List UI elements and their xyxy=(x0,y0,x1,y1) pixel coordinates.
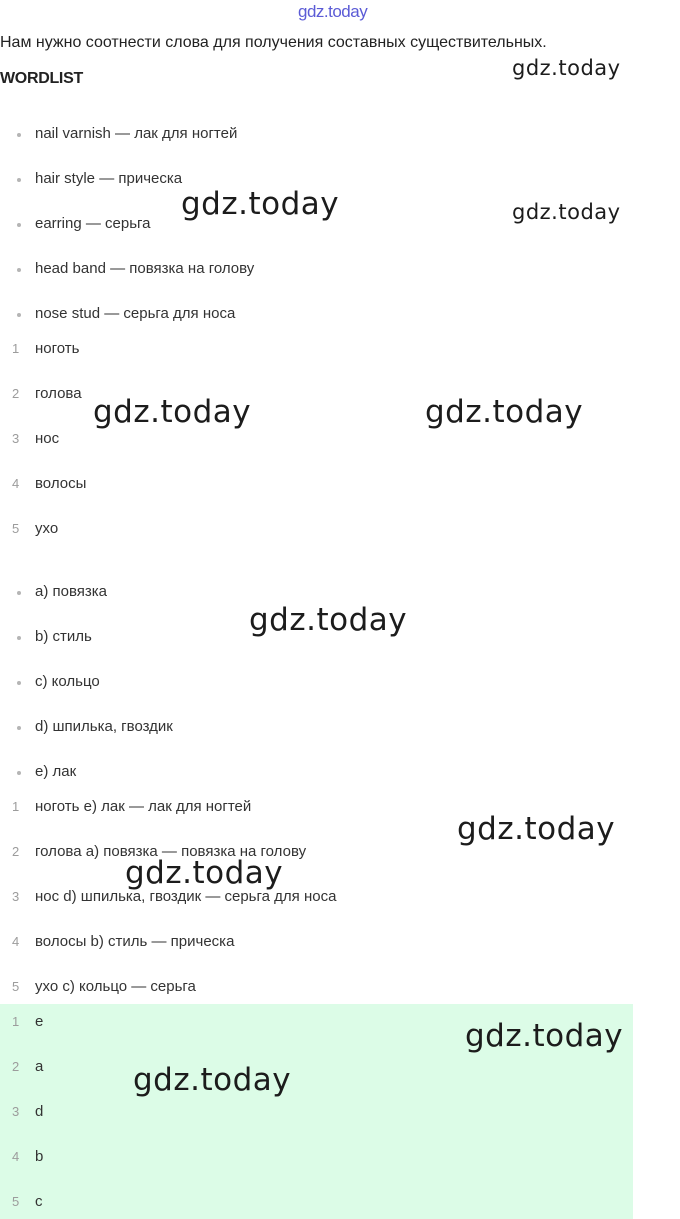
intro-text: Нам нужно соотнести слова для получения составных существительных. xyxy=(0,34,547,51)
watermark: gdz.today xyxy=(512,200,621,224)
bullet-icon xyxy=(17,223,21,227)
bullet-icon xyxy=(17,178,21,182)
watermark: gdz.today xyxy=(512,56,621,80)
list-item: 3 нос xyxy=(12,430,60,447)
watermark: gdz.today xyxy=(425,394,584,430)
list-item: nail varnish — лак для ногтей xyxy=(0,123,640,145)
bullet-icon xyxy=(17,681,21,685)
bullet-icon xyxy=(17,591,21,595)
watermark: gdz.today xyxy=(465,1018,624,1054)
watermark: gdz.today xyxy=(93,394,252,430)
list-item: nose stud — серьга для носа xyxy=(0,303,640,325)
list-item: 2 голова a) повязка — повязка на голову xyxy=(12,843,307,860)
answer-item: 1 e xyxy=(12,1013,44,1030)
answer-item: 5 c xyxy=(12,1193,43,1210)
list-item: d) шпилька, гвоздик xyxy=(0,716,640,738)
bullet-icon xyxy=(17,636,21,640)
bullet-icon xyxy=(17,268,21,272)
bullet-icon xyxy=(17,133,21,137)
list-item: head band — повязка на голову xyxy=(0,258,640,280)
list-item: 4 волосы xyxy=(12,475,87,492)
watermark: gdz.today xyxy=(249,602,408,638)
list-item: hair style — прическа xyxy=(0,168,640,190)
list-item: a) повязка xyxy=(0,581,640,603)
list-item: 5 ухо c) кольцо — серьга xyxy=(12,978,196,995)
bullet-icon xyxy=(17,726,21,730)
watermark: gdz.today xyxy=(125,855,284,891)
watermark: gdz.today xyxy=(457,811,616,847)
list-item: e) лак xyxy=(0,761,640,783)
list-item: 1 ноготь xyxy=(12,340,80,357)
list-item: 3 нос d) шпилька, гвоздик — серьга для носа xyxy=(12,888,337,905)
list-item: 1 ноготь e) лак — лак для ногтей xyxy=(12,798,252,815)
answer-item: 4 b xyxy=(12,1148,44,1165)
list-item: 2 голова xyxy=(12,385,82,402)
list-item: earring — серьга xyxy=(0,213,640,235)
watermark: gdz.today xyxy=(133,1062,292,1098)
list-item: 4 волосы b) стиль — прическа xyxy=(12,933,235,950)
list-item: 5 ухо xyxy=(12,520,59,537)
list-item: b) стиль xyxy=(0,626,640,648)
watermark: gdz.today xyxy=(181,186,340,222)
answer-item: 3 d xyxy=(12,1103,44,1120)
list-item: c) кольцо xyxy=(0,671,640,693)
answer-item: 2 a xyxy=(12,1058,44,1075)
bullet-icon xyxy=(17,771,21,775)
wordlist-heading: WORDLIST xyxy=(0,70,83,87)
site-link[interactable]: gdz.today xyxy=(298,2,368,21)
bullet-icon xyxy=(17,313,21,317)
